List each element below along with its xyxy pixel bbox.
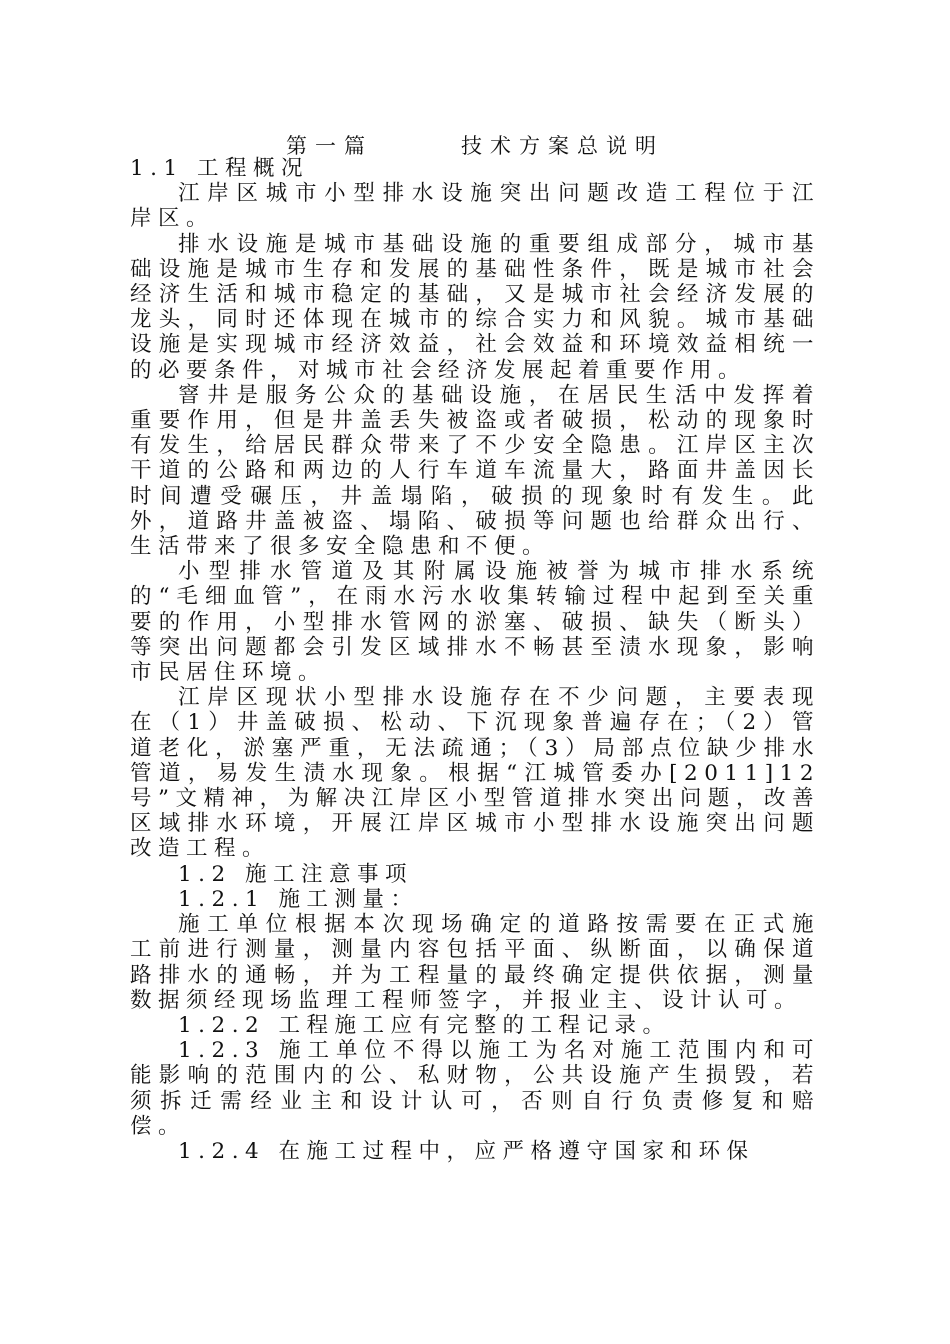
section-heading-1-1: 1.1 工程概况	[130, 156, 310, 181]
paragraph-project-location: 江岸区城市小型排水设施突出问题改造工程位于江岸区。	[130, 181, 820, 232]
item-1-2-4: 1.2.4 在施工过程中，应严格遵守国家和环保	[178, 1138, 755, 1164]
item-1-2-2: 1.2.2 工程施工应有完整的工程记录。	[178, 1012, 671, 1038]
paragraph-current-problems: 江岸区现状小型排水设施存在不少问题，主要表现在（1）井盖破损、松动、下沉现象普遍存在；（2）管道老化，淤塞严重，无法疏通；（3）局部点位缺少排水管道，易发生渍水现象。根据“江城管委办[2011]12号”文精神，为解决江岸区小型管道排水突出问题，改善区域排水环境，开展江岸区城市小型排水设施突出问题改造工程。	[130, 685, 820, 862]
paragraph-small-pipes: 小型排水管道及其附属设施被誉为城市排水系统的“毛细血管”，在雨水污水收集转输过程中起到至关重要的作用，小型排水管网的淤塞、破损、缺失（断头）等突出问题都会引发区域排水不畅甚至渍水现象，影响市民居住环境。	[130, 559, 820, 686]
paragraph-manhole-issues: 窨井是服务公众的基础设施，在居民生活中发挥着重要作用，但是井盖丢失被盗或者破损，松动的现象时有发生，给居民群众带来了不少安全隐患。江岸区主次干道的公路和两边的人行车道车流量大，路面井盖因长时间遭受碾压，井盖塌陷，破损的现象时有发生。此外，道路井盖被盗、塌陷、破损等问题也给群众出行、生活带来了很多安全隐患和不便。	[130, 382, 820, 560]
section-heading-1-2: 1.2 施工注意事项	[178, 861, 414, 887]
document-body	[130, 156, 820, 1164]
document-title: 第一篇 技术方案总说明	[285, 134, 665, 158]
item-1-2-3: 1.2.3 施工单位不得以施工为名对施工范围内和可能影响的范围内的公、私财物，公共设施产生损毁，若须拆迁需经业主和设计认可，否则自行负责修复和赔偿。	[130, 1038, 820, 1139]
paragraph-survey: 施工单位根据本次现场确定的道路按需要在正式施工前进行测量，测量内容包括平面、纵断面，以确保道路排水的通畅，并为工程量的最终确定提供依据，测量数据须经现场监理工程师签字，并报业主、设计认可。	[130, 912, 820, 1013]
paragraph-drainage-importance: 排水设施是城市基础设施的重要组成部分，城市基础设施是城市生存和发展的基础性条件，既是城市社会经济生活和城市稳定的基础，又是城市社会经济发展的龙头，同时还体现在城市的综合实力和风貌。城市基础设施是实现城市经济效益，社会效益和环境效益相统一的必要条件，对城市社会经济发展起着重要作用。	[130, 231, 820, 383]
section-heading-1-2-1: 1.2.1 施工测量：	[178, 886, 419, 912]
